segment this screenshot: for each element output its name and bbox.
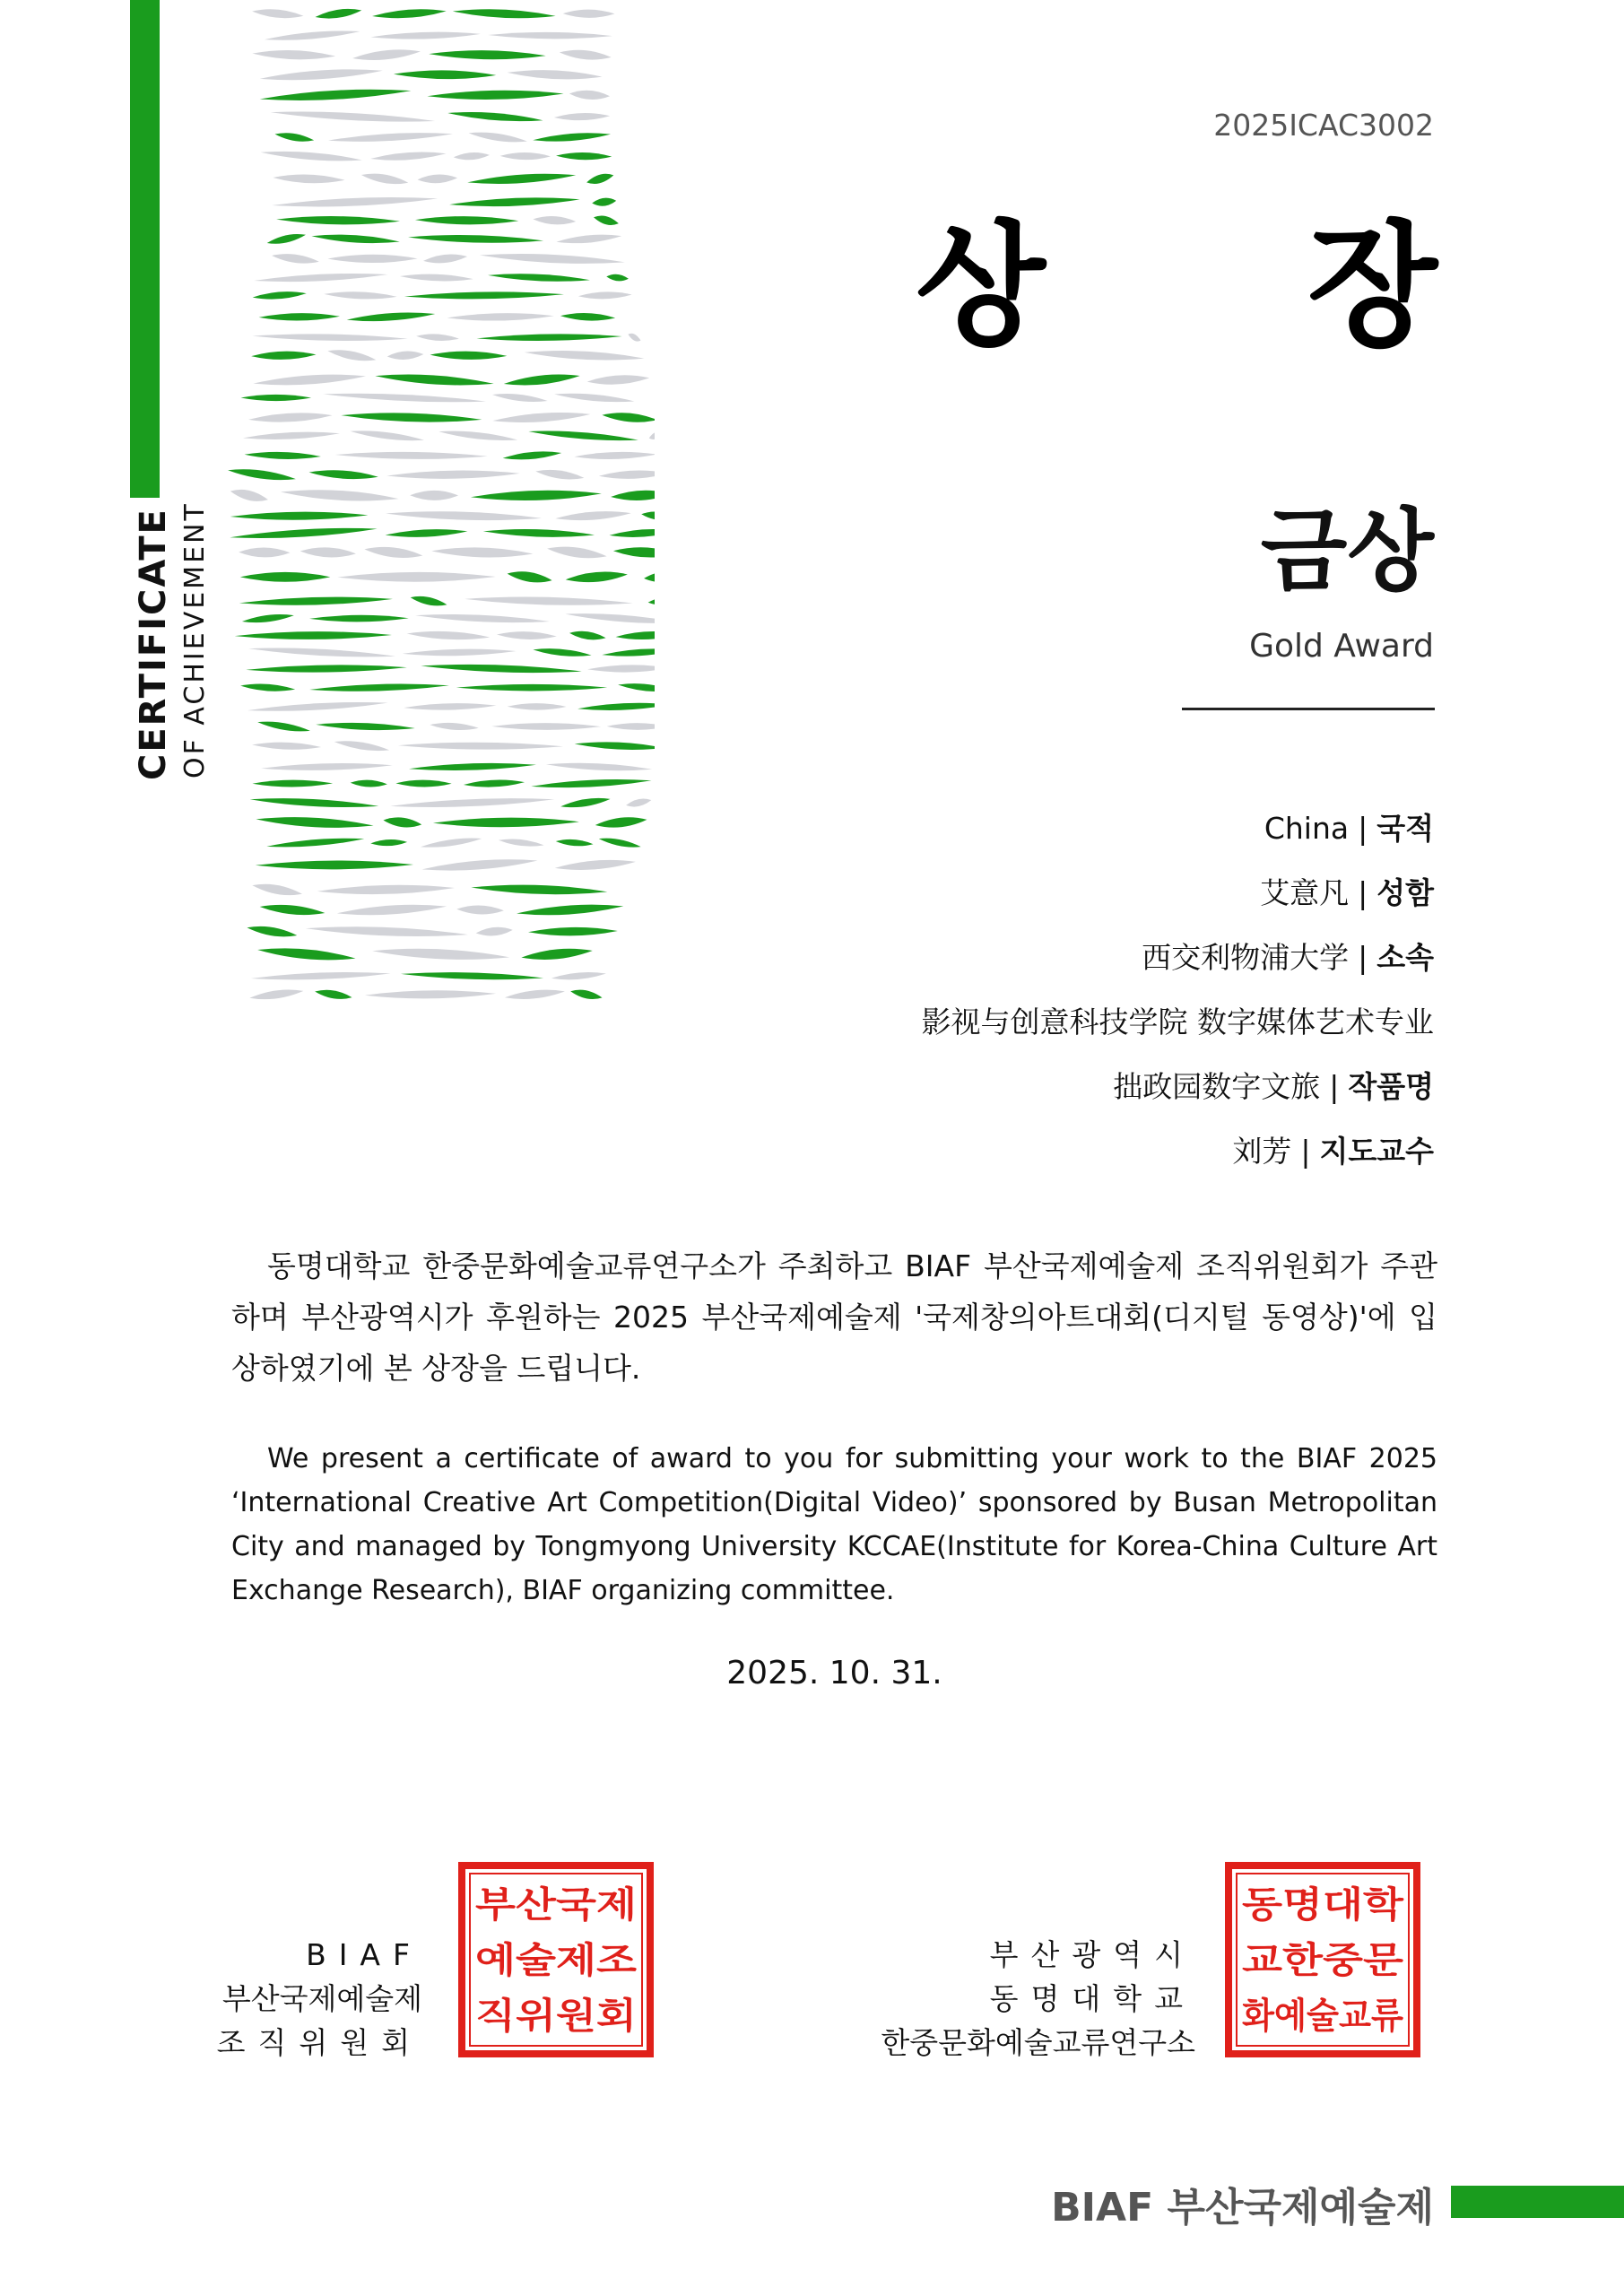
- pattern-stroke: [230, 512, 369, 520]
- footer-logo: BIAF 부산국제예술제: [1051, 2185, 1434, 2231]
- pattern-stroke: [256, 860, 413, 869]
- pattern-stroke: [555, 511, 630, 520]
- pattern-stroke: [641, 511, 655, 519]
- pattern-stroke: [533, 133, 611, 141]
- pattern-stroke: [492, 413, 590, 422]
- pattern-stroke: [228, 469, 296, 480]
- info-name: [1260, 870, 1434, 912]
- seal-glyph-row: 직위원회: [475, 1996, 637, 2037]
- pattern-stroke: [517, 905, 623, 916]
- pattern-stroke: [554, 113, 610, 120]
- pattern-stroke: [447, 112, 543, 121]
- pattern-stroke: [394, 70, 496, 79]
- footer-green-bar: [1451, 2186, 1624, 2218]
- pattern-stroke: [606, 274, 629, 282]
- pattern-stroke: [464, 780, 525, 787]
- seal-stamp-left: [457, 1861, 655, 2058]
- pattern-stroke: [351, 780, 387, 787]
- pattern-stroke: [266, 839, 364, 848]
- pattern-stroke: [492, 394, 548, 402]
- pattern-stroke: [467, 174, 576, 184]
- main-title: 상 장: [915, 209, 1545, 365]
- pattern-stroke: [261, 763, 393, 770]
- pattern-stroke: [602, 648, 655, 656]
- info-value: 西交利物浦大学: [1142, 940, 1350, 975]
- pattern-stroke: [271, 112, 435, 122]
- seal-stamp-right: [1224, 1861, 1421, 2058]
- info-affiliation: [1142, 935, 1434, 977]
- pattern-stroke: [616, 631, 655, 639]
- info-label: 성함: [1376, 875, 1434, 910]
- pattern-stroke: [364, 547, 422, 558]
- pattern-stroke: [386, 529, 468, 537]
- pattern-stroke: [423, 254, 467, 263]
- pattern-stroke: [361, 174, 408, 185]
- seal-glyph-row: 부산국제: [475, 1884, 637, 1926]
- pattern-stroke: [500, 152, 551, 160]
- pattern-stroke: [499, 839, 544, 847]
- org-line: 부산광역시: [989, 1937, 1195, 1972]
- pattern-stroke: [387, 352, 424, 360]
- pattern-stroke: [599, 471, 655, 479]
- pattern-stroke: [595, 817, 647, 827]
- pattern-stroke: [533, 648, 591, 657]
- pattern-stroke: [594, 215, 619, 225]
- pattern-stroke: [254, 274, 387, 282]
- pattern-stroke: [337, 572, 495, 582]
- pattern-stroke: [365, 990, 496, 998]
- org-line: 조직위원회: [216, 2025, 422, 2060]
- award-divider: [1182, 708, 1435, 710]
- pattern-stroke: [272, 197, 438, 207]
- pattern-stroke: [309, 615, 409, 622]
- info-separator: |: [1358, 811, 1368, 846]
- pattern-stroke: [546, 763, 652, 770]
- pattern-stroke: [390, 798, 554, 807]
- pattern-stroke: [556, 235, 621, 244]
- pattern-stroke: [528, 927, 618, 935]
- pattern-stroke: [429, 50, 545, 59]
- pattern-stroke: [611, 491, 655, 500]
- info-label: 지도교수: [1319, 1134, 1434, 1169]
- pattern-stroke: [241, 395, 312, 401]
- pattern-stroke: [253, 334, 408, 341]
- pattern-stroke: [556, 152, 612, 160]
- pattern-stroke: [316, 9, 362, 19]
- pattern-stroke: [408, 235, 543, 243]
- pattern-stroke: [252, 743, 321, 750]
- certificate-side-title: CERTIFICATE: [133, 508, 174, 780]
- pattern-stroke: [230, 528, 377, 538]
- pattern-stroke: [555, 860, 636, 870]
- pattern-stroke: [327, 350, 376, 361]
- pattern-stroke: [309, 470, 378, 479]
- pattern-stroke: [239, 597, 393, 605]
- pattern-stroke: [418, 175, 457, 184]
- pattern-stroke: [386, 471, 519, 479]
- organizer-left: [217, 1933, 422, 2065]
- pattern-stroke: [249, 989, 303, 999]
- pattern-stroke: [407, 631, 491, 639]
- body-korean: 동명대학교 한중문화예술교류연구소가 주최하고 BIAF 부산국제예술제 조직위원회가 주관하며 부산광역시가 후원하는 2025 부산국제예술제 '국제창의아트대회(디지털 동영상)'에 입상하였기에 본 상장을 드립니다.: [231, 1248, 1437, 1386]
- pattern-stroke: [563, 10, 615, 18]
- pattern-stroke: [415, 216, 518, 224]
- pattern-stroke: [587, 665, 655, 672]
- pattern-stroke: [337, 905, 447, 915]
- pattern-stroke: [243, 432, 340, 439]
- pattern-stroke: [260, 69, 383, 80]
- pattern-stroke: [410, 491, 458, 500]
- pattern-stroke: [265, 30, 360, 39]
- pattern-stroke: [256, 817, 373, 828]
- seal-glyph-row: 동명대학: [1242, 1884, 1405, 1926]
- info-nationality: [1264, 805, 1434, 848]
- pattern-stroke: [248, 648, 395, 657]
- org-line: 한중문화예술교류연구소: [881, 2025, 1195, 2060]
- pattern-stroke: [449, 197, 579, 206]
- pattern-stroke: [281, 490, 399, 500]
- pattern-stroke: [648, 597, 655, 605]
- pattern-stroke: [252, 780, 333, 787]
- pattern-stroke: [609, 529, 655, 537]
- pattern-stroke: [260, 90, 412, 100]
- pattern-stroke: [533, 216, 576, 224]
- seal-glyph-row: 예술제조: [475, 1940, 638, 1981]
- pattern-stroke: [245, 452, 321, 459]
- info-department: [922, 999, 1435, 1041]
- pattern-stroke: [547, 547, 607, 559]
- info-work-title: [1113, 1064, 1434, 1106]
- pattern-stroke: [508, 70, 603, 79]
- pattern-stroke: [323, 394, 485, 403]
- pattern-stroke: [483, 529, 595, 537]
- pattern-stroke: [401, 972, 543, 979]
- pattern-stroke: [575, 742, 655, 750]
- award-korean: 금상: [1260, 499, 1434, 604]
- pattern-stroke: [554, 394, 634, 402]
- pattern-stroke: [431, 547, 533, 557]
- certificate-side-subtitle: OF ACHIEVEMENT: [179, 501, 211, 778]
- info-label: 소속: [1376, 940, 1434, 975]
- pattern-stroke: [309, 683, 449, 691]
- pattern-stroke: [404, 703, 496, 710]
- seal-glyph-row: 화예술교류: [1242, 1996, 1404, 2037]
- pattern-stroke: [422, 859, 538, 870]
- org-line: BIAF: [306, 1937, 422, 1972]
- pattern-stroke: [246, 665, 407, 672]
- pattern-stroke: [578, 291, 632, 299]
- pattern-stroke: [267, 234, 306, 244]
- pattern-stroke: [316, 723, 415, 730]
- side-green-bar: [130, 0, 160, 498]
- pattern-stroke: [261, 152, 362, 161]
- pattern-stroke: [372, 949, 509, 960]
- pattern-stroke: [404, 291, 564, 299]
- decorative-stroke-pattern: [206, 0, 655, 1013]
- pattern-stroke: [471, 491, 602, 500]
- pattern-stroke: [341, 413, 482, 422]
- pattern-stroke: [497, 631, 557, 639]
- pattern-stroke: [240, 572, 331, 582]
- pattern-stroke: [252, 50, 335, 59]
- pattern-stroke: [347, 313, 436, 322]
- pattern-stroke: [587, 375, 650, 384]
- pattern-stroke: [334, 741, 389, 751]
- pattern-stroke: [560, 50, 612, 60]
- pattern-stroke: [430, 723, 478, 730]
- info-value: 刘芳: [1232, 1134, 1292, 1169]
- pattern-stroke: [259, 313, 340, 320]
- pattern-stroke: [556, 839, 594, 846]
- pattern-stroke: [476, 927, 513, 936]
- pattern-stroke: [521, 949, 592, 960]
- pattern-stroke: [439, 431, 517, 440]
- pattern-stroke: [273, 174, 344, 183]
- pattern-stroke: [257, 722, 310, 732]
- pattern-stroke: [427, 91, 563, 100]
- pattern-stroke: [252, 9, 303, 18]
- pattern-stroke: [433, 818, 579, 828]
- pattern-stroke: [247, 926, 297, 936]
- pattern-stroke: [503, 451, 562, 459]
- seal-glyph-row: 교한중문: [1242, 1940, 1404, 1981]
- pattern-stroke: [403, 649, 517, 657]
- pattern-stroke: [398, 743, 563, 750]
- pattern-stroke: [574, 452, 655, 459]
- pattern-stroke: [477, 334, 622, 341]
- award-english: Gold Award: [1249, 628, 1434, 665]
- pattern-stroke: [469, 133, 527, 143]
- pattern-stroke: [375, 375, 493, 386]
- info-value: China: [1264, 811, 1350, 846]
- pattern-stroke: [230, 490, 268, 501]
- pattern-stroke: [275, 133, 315, 142]
- pattern-stroke: [592, 198, 616, 206]
- pattern-stroke: [370, 32, 481, 39]
- pattern-stroke: [430, 352, 508, 360]
- pattern-stroke: [528, 431, 638, 441]
- pattern-stroke: [317, 885, 455, 894]
- body-english: We present a certificate of award to you for submitting your work to the BIAF 2025 ‘International Creative Art Competition(Digital Video)’ sponsored by Busan Metropolitan City and managed by Tongmyong University KCCAE(Institute for Korea-China Culture Art Exchange Research), BIAF organizing committee.: [231, 1443, 1437, 1606]
- pattern-stroke: [251, 972, 391, 979]
- pattern-stroke: [272, 254, 319, 263]
- info-value: 拙政园数字文旅: [1113, 1069, 1321, 1104]
- organizer-right: [881, 1933, 1195, 2065]
- pattern-stroke: [586, 174, 613, 184]
- pattern-stroke: [257, 948, 355, 960]
- pattern-stroke: [504, 374, 580, 385]
- pattern-stroke: [251, 352, 316, 360]
- pattern-stroke: [400, 274, 473, 282]
- pattern-stroke: [626, 799, 651, 807]
- pattern-stroke: [456, 905, 504, 914]
- pattern-stroke: [352, 49, 421, 60]
- pattern-stroke: [260, 905, 326, 915]
- pattern-stroke: [570, 990, 602, 999]
- pattern-stroke: [644, 572, 655, 582]
- pattern-stroke: [306, 926, 468, 936]
- pattern-stroke: [465, 597, 633, 605]
- pattern-stroke: [242, 614, 294, 622]
- pattern-stroke: [456, 684, 607, 691]
- pattern-stroke: [566, 572, 628, 583]
- pattern-stroke: [248, 413, 333, 422]
- pattern-stroke: [334, 452, 487, 459]
- pattern-stroke: [421, 839, 482, 848]
- pattern-stroke: [250, 798, 379, 807]
- pattern-stroke: [649, 432, 655, 439]
- info-value: 艾意凡: [1260, 875, 1350, 910]
- issue-date: 2025. 10. 31.: [726, 1655, 942, 1692]
- pattern-stroke: [560, 798, 610, 807]
- org-line: 부산국제예술제: [221, 1981, 422, 2016]
- pattern-stroke: [315, 990, 352, 999]
- pattern-stroke: [311, 235, 399, 243]
- pattern-stroke: [240, 684, 295, 691]
- pattern-stroke: [386, 511, 542, 520]
- pattern-stroke: [324, 291, 396, 299]
- pattern-stroke: [415, 614, 550, 622]
- pattern-stroke: [488, 274, 590, 281]
- info-advisor: [1232, 1128, 1434, 1170]
- pattern-stroke: [508, 703, 567, 709]
- pattern-stroke: [578, 703, 655, 710]
- pattern-stroke: [525, 351, 645, 360]
- pattern-stroke: [535, 470, 584, 480]
- pattern-stroke: [505, 990, 565, 999]
- pattern-stroke: [480, 254, 625, 264]
- pattern-stroke: [602, 413, 655, 422]
- pattern-stroke: [253, 375, 366, 386]
- pattern-stroke: [327, 255, 417, 263]
- info-separator: |: [1358, 940, 1368, 975]
- pattern-stroke: [447, 313, 554, 320]
- certificate-number: 2025ICAC3002: [1213, 108, 1434, 143]
- info-separator: |: [1300, 1134, 1311, 1169]
- pattern-stroke: [454, 152, 490, 160]
- pattern-stroke: [239, 547, 290, 557]
- pattern-stroke: [607, 723, 655, 730]
- pattern-stroke: [235, 631, 392, 639]
- pattern-stroke: [372, 9, 447, 18]
- pattern-stroke: [531, 779, 651, 787]
- pattern-stroke: [560, 313, 615, 321]
- pattern-stroke: [370, 152, 446, 161]
- info-label: 작품명: [1348, 1069, 1434, 1104]
- info-value: 影视与创意科技学院 数字媒体艺术专业: [921, 1004, 1434, 1039]
- pattern-stroke: [253, 291, 307, 299]
- pattern-stroke: [599, 839, 641, 848]
- pattern-stroke: [613, 547, 655, 557]
- info-label: 국적: [1376, 811, 1434, 846]
- pattern-stroke: [508, 571, 552, 582]
- pattern-stroke: [471, 885, 607, 895]
- pattern-stroke: [488, 32, 612, 39]
- pattern-stroke: [416, 334, 459, 341]
- pattern-stroke: [569, 631, 606, 640]
- info-separator: |: [1329, 1069, 1340, 1104]
- pattern-stroke: [248, 702, 388, 711]
- pattern-stroke: [383, 817, 421, 827]
- pattern-stroke: [276, 216, 400, 224]
- pattern-stroke: [628, 334, 640, 342]
- org-line: 동명대학교: [989, 1981, 1195, 2016]
- pattern-stroke: [411, 596, 447, 605]
- pattern-stroke: [252, 884, 302, 895]
- pattern-stroke: [491, 723, 601, 730]
- pattern-stroke: [328, 133, 453, 142]
- pattern-stroke: [350, 430, 424, 440]
- pattern-stroke: [569, 91, 610, 100]
- pattern-stroke: [453, 9, 556, 18]
- pattern-stroke: [565, 613, 655, 623]
- pattern-stroke: [370, 839, 407, 846]
- pattern-stroke: [421, 665, 581, 673]
- pattern-stroke: [551, 972, 606, 979]
- info-separator: |: [1358, 875, 1368, 910]
- pattern-stroke: [618, 683, 655, 691]
- pattern-stroke: [300, 547, 356, 557]
- pattern-stroke: [395, 780, 451, 787]
- pattern-stroke: [409, 763, 536, 770]
